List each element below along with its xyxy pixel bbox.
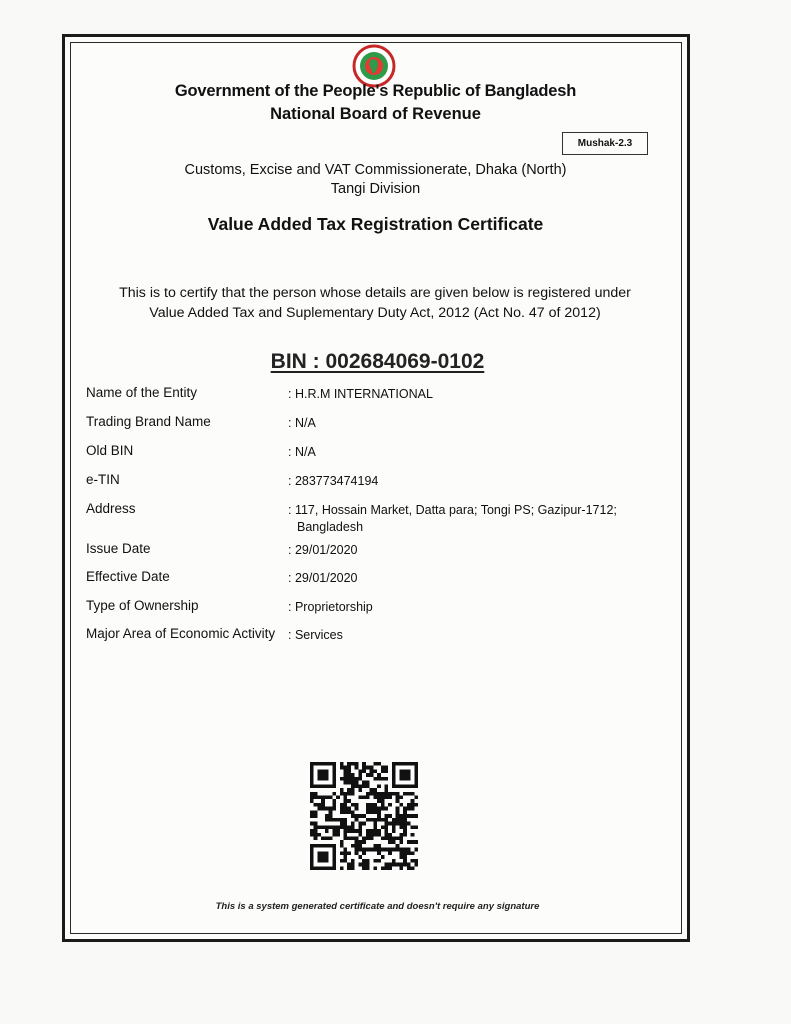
detail-value-issue-date: : 29/01/2020 (288, 543, 358, 557)
board-title: National Board of Revenue (270, 105, 481, 123)
detail-label-old-bin: Old BIN (86, 443, 134, 458)
detail-value-entity-name: : H.R.M INTERNATIONAL (288, 387, 433, 401)
detail-label-trading-brand: Trading Brand Name (86, 414, 211, 429)
detail-value-economic-activity: : Services (288, 628, 343, 642)
detail-value-old-bin: : N/A (288, 445, 316, 459)
detail-value-trading-brand: : N/A (288, 416, 316, 430)
statement-line-1: This is to certify that the person whose details are given below is registered under (119, 285, 631, 301)
certificate-title: Value Added Tax Registration Certificate (207, 214, 544, 234)
detail-label-etin: e-TIN (86, 472, 120, 487)
address-line-2: Bangladesh (297, 520, 364, 534)
certification-statement (90, 283, 660, 323)
detail-label-ownership: Type of Ownership (86, 598, 199, 613)
detail-label-address: Address (86, 501, 136, 516)
detail-label-economic-activity: Major Area of Economic Activity (86, 626, 276, 641)
division-name: Tangi Division (330, 181, 421, 197)
detail-value-address (288, 502, 668, 536)
form-code-badge (562, 132, 648, 155)
detail-label-entity-name: Name of the Entity (86, 385, 198, 400)
detail-label-issue-date: Issue Date (86, 541, 151, 556)
detail-value-ownership: : Proprietorship (288, 600, 373, 614)
form-code-label: Mushak-2.3 (577, 138, 633, 149)
detail-value-etin: : 283773474194 (288, 474, 379, 488)
bin-number: BIN : 002684069-0102 (270, 350, 485, 373)
detail-label-effective-date: Effective Date (86, 569, 170, 584)
system-generated-note: This is a system generated certificate and doesn't require any signature (215, 901, 540, 912)
statement-line-2: Value Added Tax and Suplementary Duty Act, 2012 (Act No. 47 of 2012) (149, 305, 601, 321)
address-line-1: : 117, Hossain Market, Datta para; Tongi PS; Gazipur-1712; (288, 503, 617, 517)
qr-code (310, 762, 418, 870)
commissionerate-name: Customs, Excise and VAT Commissionerate, Dhaka (North) (184, 162, 567, 178)
detail-value-effective-date: : 29/01/2020 (288, 571, 358, 585)
government-title: Government of the People's Republic of Bangladesh (174, 82, 577, 100)
